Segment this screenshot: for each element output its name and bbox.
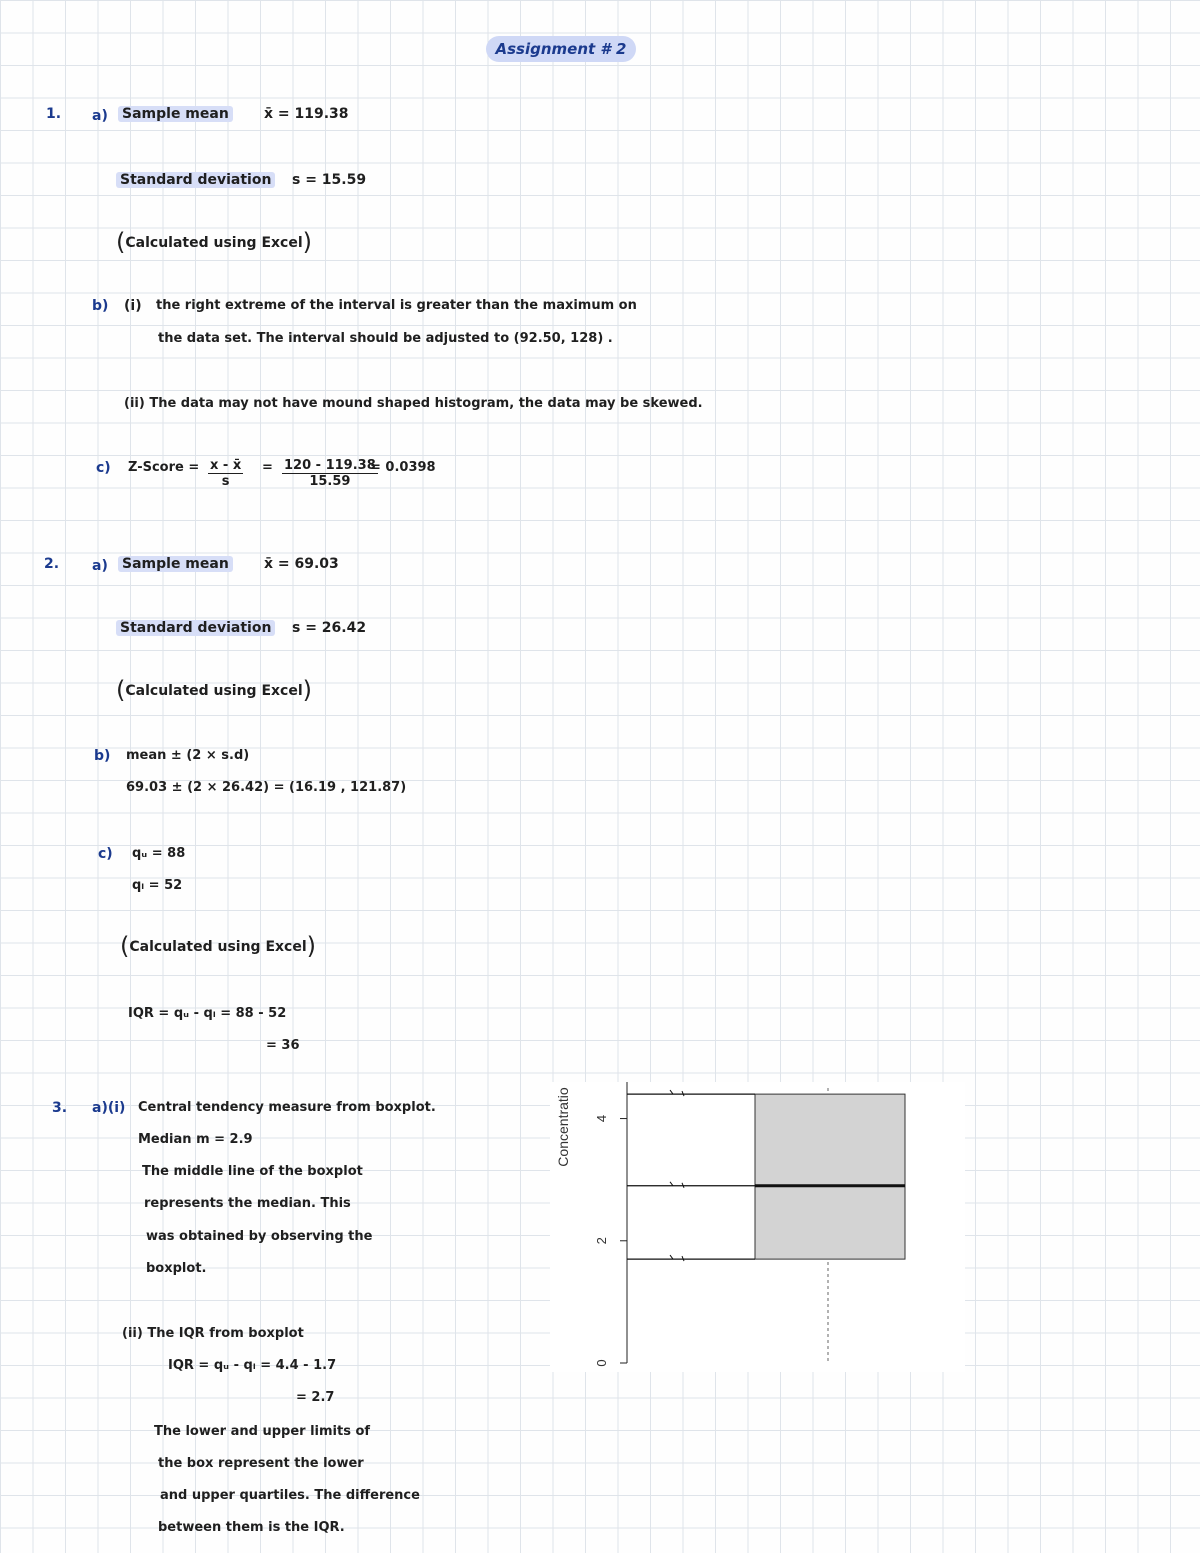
boxplot-hand-scribble-2: [670, 1255, 684, 1261]
q1-b-ii: (ii) The data may not have mound shaped histogram, the data may be skewed.: [124, 396, 703, 411]
boxplot-chart: [550, 1082, 965, 1372]
q2-b-line1: mean ± (2 × s.d): [126, 748, 250, 763]
q2-iqr-line2: = 36: [266, 1038, 300, 1053]
q3-a-i-text-3: was obtained by observing the: [146, 1229, 373, 1244]
q3-a-ii-text-1: The lower and upper limits of: [154, 1424, 371, 1439]
question-3-number: 3.: [52, 1100, 68, 1116]
q1-frac1-numerator: x - x̄: [210, 458, 242, 473]
boxplot-svg: [550, 1082, 965, 1372]
q2-sd-label: Standard deviation: [116, 620, 275, 636]
q1-c-label: c): [96, 460, 111, 476]
question-2-number: 2.: [44, 556, 60, 572]
q2-iqr-line1: IQR = qᵤ - qₗ = 88 - 52: [128, 1006, 287, 1021]
q1-b-label: b): [92, 298, 109, 314]
q2-c-label: c): [98, 846, 113, 862]
q2-sample-mean-value: x̄ = 69.03: [264, 556, 339, 572]
q3-a-ii-text-2: the box represent the lower: [158, 1456, 364, 1471]
q2-excel-note: (Calculated using Excel): [116, 676, 313, 704]
boxplot-y-axis-label: Concentratio: [555, 1087, 571, 1167]
q1-sd-label: Standard deviation: [116, 172, 275, 188]
q3-a-ii-heading: (ii) The IQR from boxplot: [122, 1326, 304, 1341]
q2-b-label: b): [94, 748, 111, 764]
q2-sample-mean-label: Sample mean: [118, 556, 233, 572]
q3-a-i-heading: Central tendency measure from boxplot.: [138, 1100, 436, 1115]
q1-sd-value: s = 15.59: [292, 172, 367, 188]
q2-sd-value: s = 26.42: [292, 620, 367, 636]
q3-a-ii-text-4: between them is the IQR.: [158, 1520, 345, 1535]
q3-a-ii-text-3: and upper quartiles. The difference: [160, 1488, 420, 1503]
q2-b-line2: 69.03 ± (2 × 26.42) = (16.19 , 121.87): [126, 780, 407, 795]
boxplot-tick-label-4: 4: [594, 1114, 609, 1123]
q3-a-ii-formula: IQR = qᵤ - qₗ = 4.4 - 1.7: [168, 1358, 337, 1373]
q1-zscore-label: Z-Score =: [128, 460, 200, 475]
q3-a-i-text-2: represents the median. This: [144, 1196, 351, 1211]
boxplot-handwritten-quartile-lines: [627, 1090, 755, 1261]
q3-a-i-text-4: boxplot.: [146, 1261, 207, 1276]
boxplot-ticks: [594, 1115, 627, 1367]
q1-zscore-formula: [208, 458, 243, 489]
boxplot-box: [755, 1094, 905, 1259]
q1-b-i-line2: the data set. The interval should be adjusted to (92.50, 128) .: [158, 331, 613, 346]
q2-excel-note-2: (Calculated using Excel): [120, 932, 317, 960]
q1-zscore-equals: =: [262, 460, 273, 475]
boxplot-tick-label-0: 0: [594, 1359, 609, 1367]
boxplot-tick-label-2: 2: [594, 1237, 609, 1245]
q1-excel-note-text: Calculated using Excel: [125, 235, 303, 251]
q1-sample-mean-label: Sample mean: [118, 106, 233, 122]
q1-a-label: a): [92, 108, 108, 124]
q1-frac2-numerator: 120 - 119.38: [284, 458, 376, 473]
assignment-title: Assignment # 2: [486, 36, 636, 62]
q3-a-i-text-1: The middle line of the boxplot: [142, 1164, 363, 1179]
q1-b-i-label: (i): [124, 298, 142, 314]
q2-a-label: a): [92, 558, 108, 574]
q3-a-i-median: Median m = 2.9: [138, 1132, 253, 1147]
q2-c-qu: qᵤ = 88: [132, 846, 186, 861]
q1-zscore-result: = 0.0398: [370, 460, 436, 475]
q3-a-label: a)(i): [92, 1100, 126, 1116]
question-1-number: 1.: [46, 106, 62, 122]
q1-sample-mean-value: x̄ = 119.38: [264, 106, 349, 122]
boxplot-hand-scribble-0: [670, 1090, 684, 1096]
q1-zscore-substitution: [282, 458, 378, 489]
q3-a-ii-result: = 2.7: [296, 1390, 335, 1405]
q1-excel-note: (Calculated using Excel): [116, 228, 313, 256]
q2-c-ql: qₗ = 52: [132, 878, 183, 893]
q2-excel-note-2-text: Calculated using Excel: [129, 939, 307, 955]
q1-frac2-denominator: 15.59: [309, 474, 351, 489]
q1-b-i-line1: the right extreme of the interval is greater than the maximum on: [156, 298, 637, 313]
q2-excel-note-text: Calculated using Excel: [125, 683, 303, 699]
boxplot-hand-scribble-1: [670, 1182, 684, 1188]
q1-frac1-denominator: s: [221, 474, 230, 489]
